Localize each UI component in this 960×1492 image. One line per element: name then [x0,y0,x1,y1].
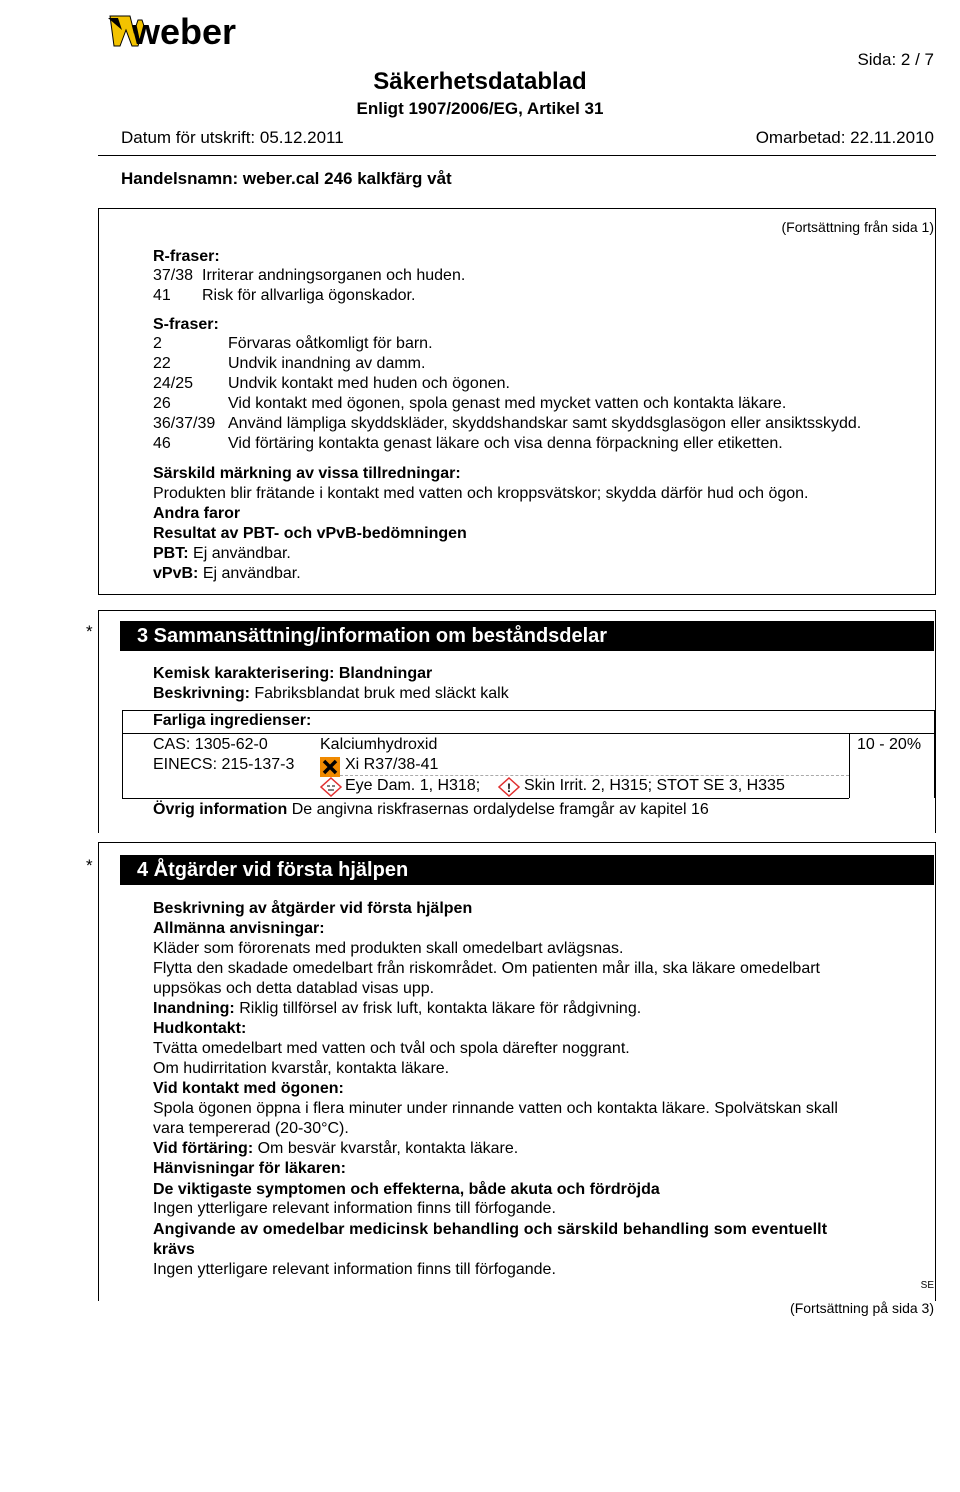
document-title: Säkerhetsdatablad [373,68,587,95]
ingredients-table-left [122,710,123,798]
print-date: Datum för utskrift: 05.12.2011 [121,128,344,147]
ingestion-line [153,1140,518,1158]
header-divider [98,155,936,156]
chemical-characterization: Kemisk karakterisering: Blandningar [153,665,433,682]
description-value: Fabriksblandat bruk med släckt kalk [254,685,509,702]
pbt-assessment-heading: Resultat av PBT- och vPvB-bedömningen [153,525,467,542]
r-phrases-heading: R-fraser: [153,248,220,265]
section-3-header [120,621,934,651]
page-number: Sida: 2 / 7 [857,50,934,69]
ingredients-table-bottom [122,798,849,799]
r-phrase-code: 41 [153,287,171,304]
ingredients-table-divider [122,733,934,734]
inhalation-line [153,1000,641,1018]
s-phrase-text: Vid förtäring kontakta genast läkare och visa denna förpackning eller etiketten. [228,435,783,452]
section-4-title: 4 Åtgärder vid första hjälpen [137,859,409,881]
general-instructions-text: Flytta den skadade omedelbart från riskområdet. Om patienten mår illa, ska läkare omedelbart [153,960,820,977]
special-marking-text: Produkten blir frätande i kontakt med vatten och kroppsvätskor; skydda därför hud och ögon. [153,485,809,502]
other-information-line [153,801,709,819]
s-phrase-text: Förvaras oåtkomligt för barn. [228,335,433,352]
r-phrase-text: Risk för allvarliga ögonskador. [202,287,416,304]
trade-name: Handelsnamn: weber.cal 246 kalkfärg våt [121,169,452,188]
skin-contact-text: Om hudirritation kvarstår, kontakta läkare. [153,1060,450,1077]
eye-damage-classification: Eye Dam. 1, H318; [345,777,481,794]
weber-logo [108,10,258,50]
s-phrase-text: Undvik kontakt med huden och ögonen. [228,375,510,392]
ingredients-table-column-divider [849,733,850,798]
concentration-range: 10 - 20% [857,736,922,753]
section-3-title: 3 Sammansättning/information om beståndsdelar [137,625,608,647]
exclamation-icon [498,777,520,797]
revised-date: Omarbetad: 22.11.2010 [755,128,934,147]
s-phrase-code: 2 [153,335,162,352]
pbt-value: Ej användbar. [193,545,291,562]
document-subtitle: Enligt 1907/2006/EG, Artikel 31 [356,99,604,118]
general-instructions-heading: Allmänna anvisningar: [153,920,325,937]
no-info-text: Ingen ytterligare relevant information finns till förfogande. [153,1261,556,1278]
eye-contact-text: vara tempererad (20-30°C). [153,1120,349,1137]
general-instructions-text: Kläder som förorenats med produkten skall omedelbart avlägsnas. [153,940,624,957]
treatment-heading: Angivande av omedelbar medicinsk behandling och särskild behandling som eventuellt [153,1221,828,1238]
ingestion-value: Om besvär kvarstår, kontakta läkare. [257,1140,519,1157]
ingredients-table-right [934,710,935,798]
other-hazards-heading: Andra faror [153,505,241,522]
ingredients-table-dashed-rule [340,775,849,776]
section-4-header [120,855,934,885]
no-info-text: Ingen ytterligare relevant information finns till förfogande. [153,1200,556,1217]
eye-contact-heading: Vid kontakt med ögonen: [153,1080,344,1097]
skin-contact-text: Tvätta omedelbart med vatten och tvål och spola därefter noggrant. [153,1040,630,1057]
symptoms-heading: De viktigaste symptomen och effekterna, både akuta och fördröjda [153,1181,660,1198]
physician-notes-heading: Hänvisningar för läkaren: [153,1160,346,1177]
logo-text: weber [132,11,237,50]
vpvb-line [153,565,301,583]
weber-logo-mark [108,10,258,50]
corrosion-icon [320,777,342,797]
other-information-label: Övrig information [153,801,288,818]
special-marking-heading: Särskild märkning av vissa tillredningar: [153,465,461,482]
s-phrase-code: 46 [153,435,171,452]
treatment-heading-continued: krävs [153,1241,195,1258]
svg-text:!: ! [507,781,511,795]
risk-classification: Xi R37/38-41 [345,756,439,773]
pbt-label: PBT: [153,545,189,562]
r-phrase-text: Irriterar andningsorganen och huden. [202,267,466,284]
s-phrase-code: 36/37/39 [153,415,216,432]
skin-contact-heading: Hudkontakt: [153,1020,247,1037]
cas-number: CAS: 1305-62-0 [153,736,268,753]
hazardous-ingredients-heading: Farliga ingredienser: [153,712,312,729]
s-phrase-text: Använd lämpliga skyddskläder, skyddshandskar samt skyddsglasögon eller ansiktsskydd. [228,415,862,432]
ingestion-label: Vid förtäring: [153,1140,254,1157]
change-marker: * [86,622,93,641]
r-phrase-code: 37/38 [153,267,194,284]
inhalation-value: Riklig tillförsel av frisk luft, kontakta läkare för rådgivning. [239,1000,642,1017]
change-marker: * [86,856,93,875]
vpvb-label: vPvB: [153,565,199,582]
s-phrase-text: Vid kontakt med ögonen, spola genast med mycket vatten och kontakta läkare. [228,395,787,412]
eye-contact-text: Spola ögonen öppna i flera minuter under rinnande vatten och kontakta läkare. Spolvätskan skall [153,1100,838,1117]
inhalation-label: Inandning: [153,1000,235,1017]
s-phrase-code: 26 [153,395,171,412]
s-phrase-text: Undvik inandning av damm. [228,355,426,372]
first-aid-description-heading: Beskrivning av åtgärder vid första hjälpen [153,900,473,917]
s-phrase-code: 22 [153,355,171,372]
language-code: SE [920,1280,934,1291]
skin-irritation-classification: Skin Irrit. 2, H315; STOT SE 3, H335 [524,777,785,794]
harmful-xi-icon [320,757,340,777]
description-line [153,685,509,703]
s-phrase-code: 24/25 [153,375,194,392]
einecs-number: EINECS: 215-137-3 [153,756,295,773]
continued-to: (Fortsättning på sida 3) [790,1300,934,1316]
continued-from: (Fortsättning från sida 1) [781,219,934,235]
vpvb-value: Ej användbar. [202,565,301,582]
substance-name: Kalciumhydroxid [320,736,438,753]
pbt-line [153,545,291,563]
description-label: Beskrivning: [153,685,250,702]
s-phrases-heading: S-fraser: [153,316,219,333]
other-information-value: De angivna riskfrasernas ordalydelse framgår av kapitel 16 [291,801,709,818]
ingredients-table-top [122,710,934,711]
general-instructions-text: uppsökas och detta datablad visas upp. [153,980,435,997]
